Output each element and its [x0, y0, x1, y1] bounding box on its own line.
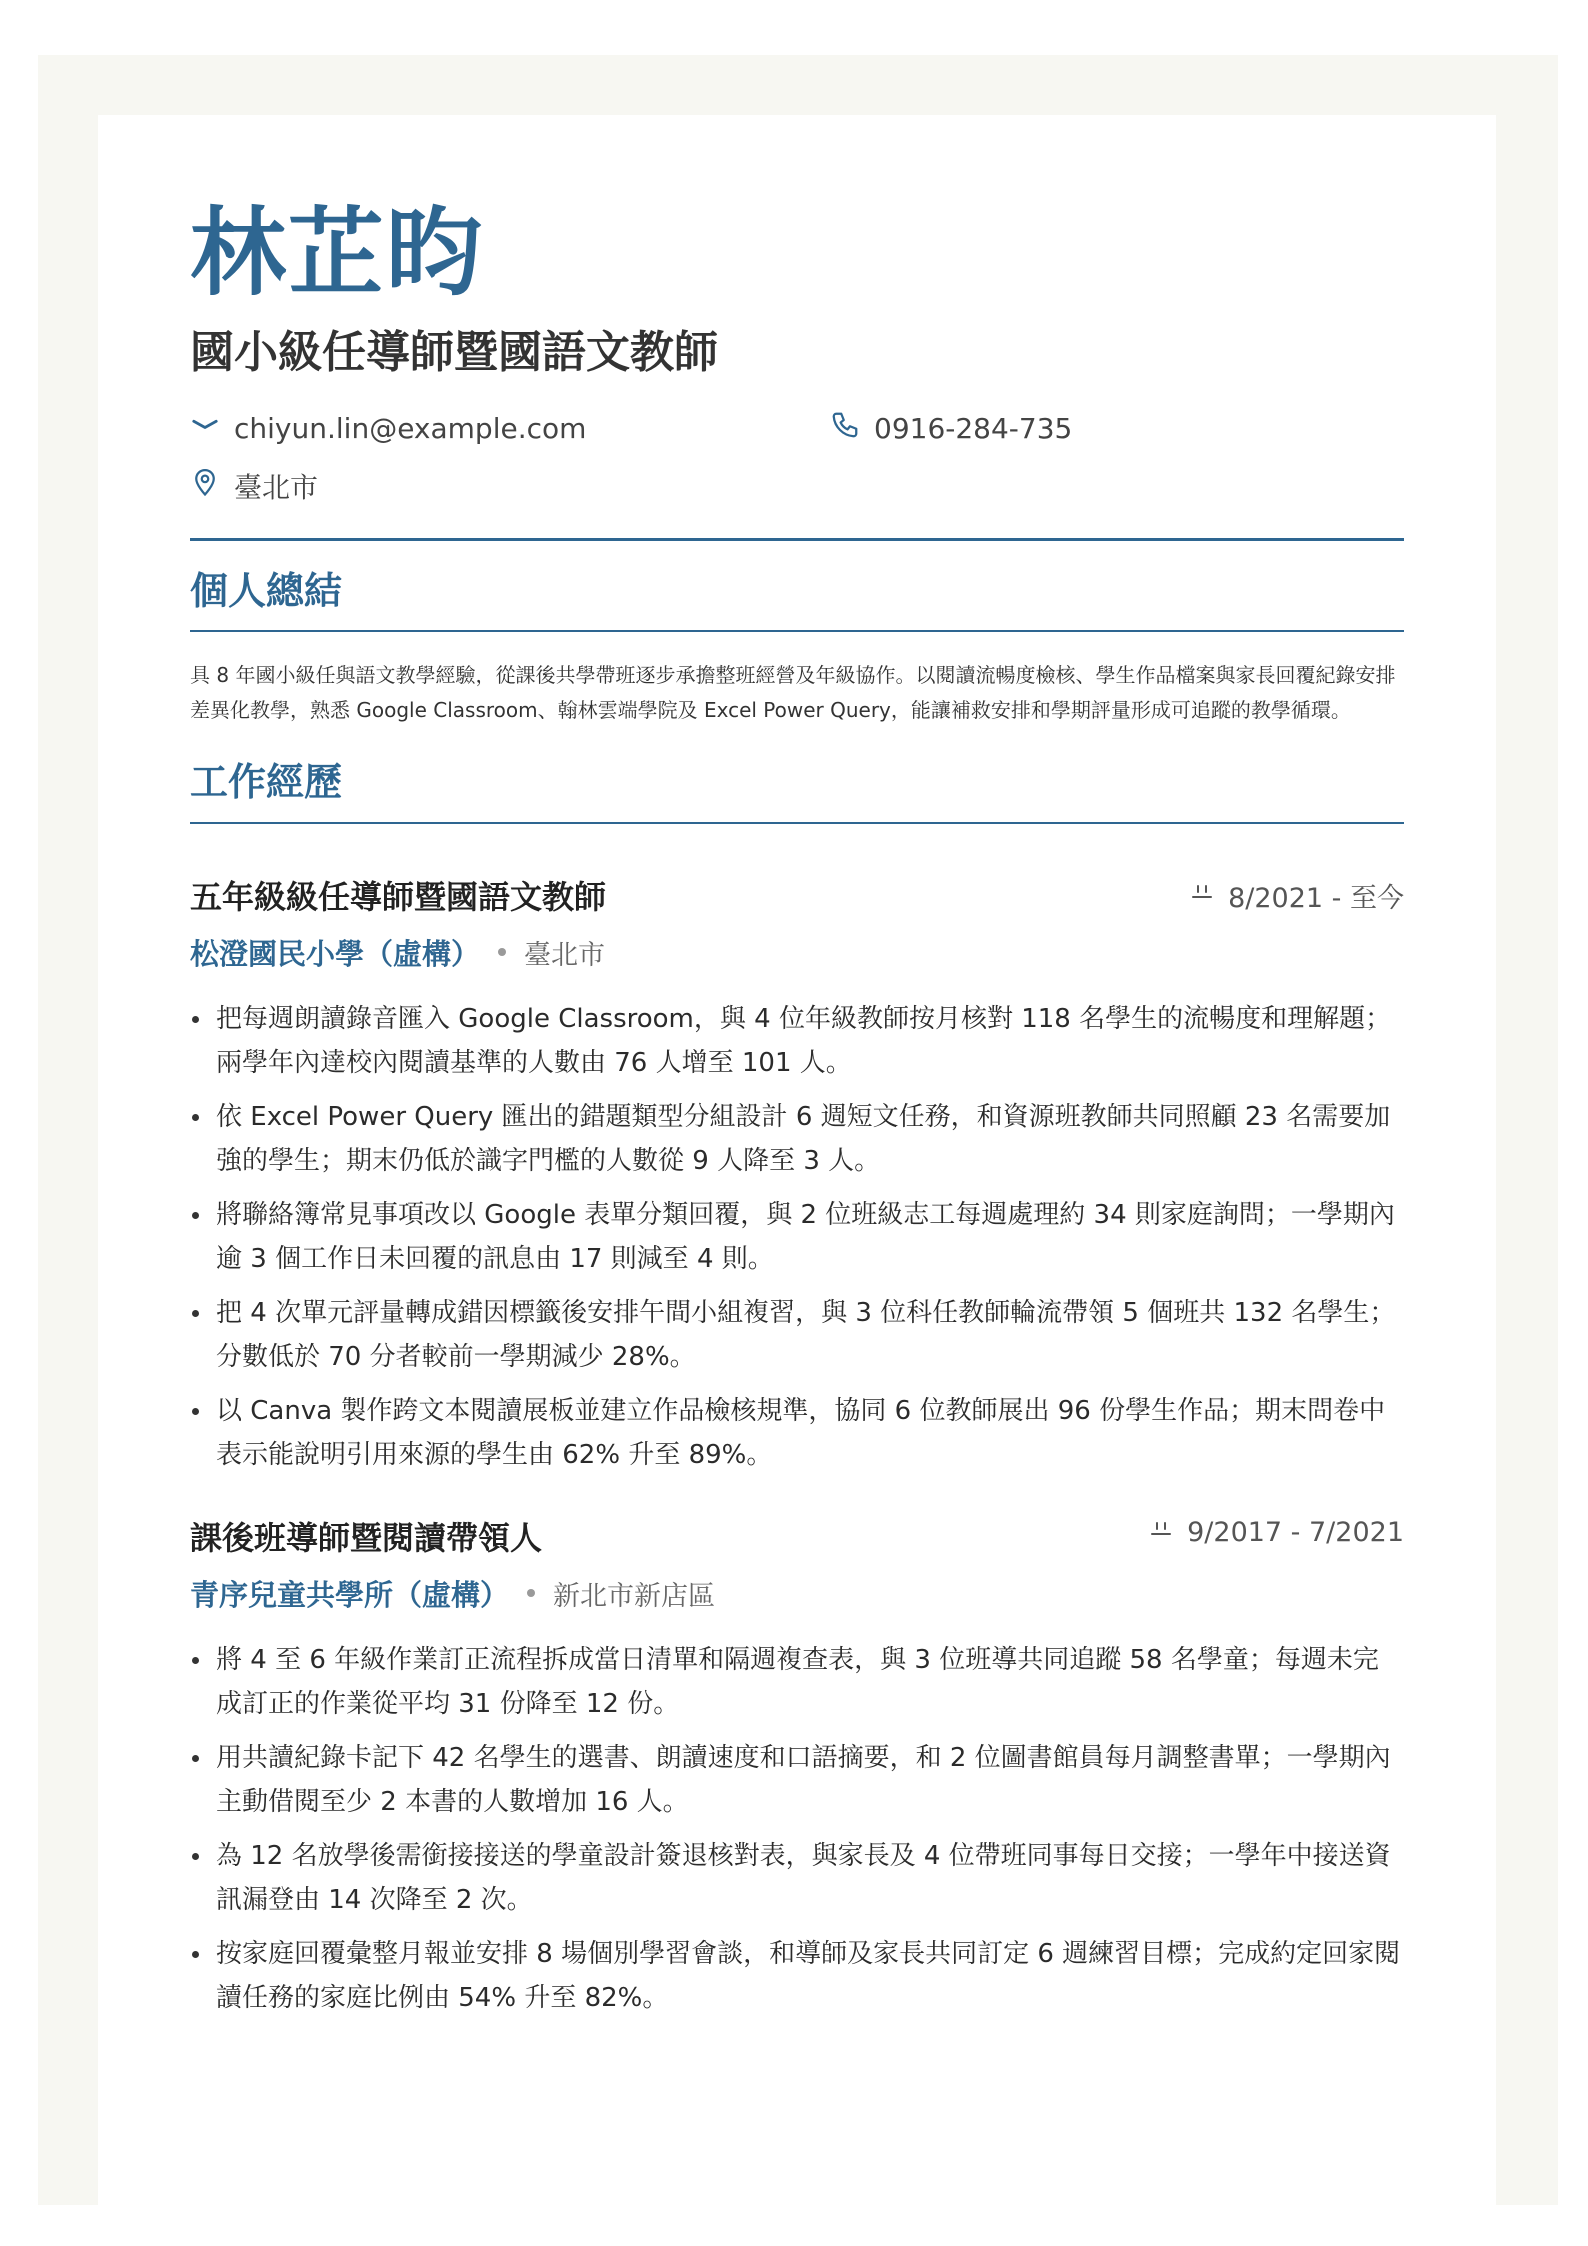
job-title: 五年級級任導師暨國語文教師 — [190, 877, 607, 916]
organization-name: 青序兒童共學所（虛構） — [190, 1577, 510, 1612]
list-item: 把每週朗讀錄音匯入 Google Classroom，與 4 位年級教師按月核對 118 名學生的流暢度和理解題；兩學年內達校內閱讀基準的人數由 76 人增至 101 人。 — [190, 997, 1404, 1085]
organization-location: 新北市新店區 — [553, 1580, 716, 1612]
job-organization — [190, 1573, 1404, 1614]
candidate-name: 林芷昀 — [190, 197, 484, 309]
resume-content — [190, 197, 1404, 2030]
organization-name: 松澄國民小學（虛構） — [190, 936, 481, 971]
job-header — [190, 872, 1404, 922]
job-header — [190, 1513, 1404, 1563]
contact-phone[interactable] — [830, 410, 1072, 447]
header-divider — [190, 538, 1404, 541]
job-entry — [190, 872, 1404, 1477]
job-entry — [190, 1513, 1404, 2020]
organization-location: 臺北市 — [524, 939, 606, 971]
summary-heading: 個人總結 — [190, 568, 343, 613]
location-text: 臺北市 — [234, 470, 319, 504]
list-item: 將聯絡簿常見事項改以 Google 表單分類回覆，與 2 位班級志工每週處理約 34 則家庭詢問；一學期內逾 3 個工作日未回覆的訊息由 17 則減至 4 則。 — [190, 1193, 1404, 1281]
experience-divider — [190, 822, 1404, 824]
list-item: 為 12 名放學後需銜接接送的學童設計簽退核對表，與家長及 4 位帶班同事每日交接；一學年中接送資訊漏登由 14 次降至 2 次。 — [190, 1834, 1404, 1922]
chevron-down-icon — [190, 410, 220, 447]
contact-info — [190, 410, 1404, 530]
separator-dot — [498, 948, 506, 956]
separator-dot — [527, 1589, 535, 1597]
calendar-icon — [1149, 1517, 1173, 1548]
resume-page — [98, 115, 1496, 2245]
list-item: 用共讀紀錄卡記下 42 名學生的選書、朗讀速度和口語摘要，和 2 位圖書館員每月調整書單；一學期內主動借閱至少 2 本書的人數增加 16 人。 — [190, 1736, 1404, 1824]
contact-email[interactable] — [190, 410, 586, 447]
job-bullets — [190, 1638, 1404, 2020]
list-item: 將 4 至 6 年級作業訂正流程拆成當日清單和隔週複查表，與 3 位班導共同追蹤 58 名學童；每週未完成訂正的作業從平均 31 份降至 12 份。 — [190, 1638, 1404, 1726]
phone-icon — [830, 410, 860, 447]
summary-text: 具 8 年國小級任與語文教學經驗，從課後共學帶班逐步承擔整班經營及年級協作。以閱讀流暢度檢核、學生作品檔案與家長回覆紀錄安排差異化教學，熟悉 Google Classroom、翰林雲端學院及 Excel Power Query，能讓補救安排和學期評量形成可追蹤的教學循環。 — [190, 663, 1396, 723]
job-date-text: 8/2021 - 至今 — [1228, 882, 1404, 914]
list-item: 把 4 次單元評量轉成錯因標籤後安排午間小組複習，與 3 位科任教師輪流帶領 5 個班共 132 名學生；分數低於 70 分者較前一學期減少 28%。 — [190, 1291, 1404, 1379]
list-item: 以 Canva 製作跨文本閱讀展板並建立作品檢核規準，協同 6 位教師展出 96 份學生作品；期末問卷中表示能說明引用來源的學生由 62% 升至 89%。 — [190, 1389, 1404, 1477]
job-date — [1190, 876, 1404, 915]
email-text: chiyun.lin@example.com — [234, 411, 587, 445]
location-pin-icon — [190, 467, 220, 504]
job-organization — [190, 932, 1404, 973]
list-item: 依 Excel Power Query 匯出的錯題類型分組設計 6 週短文任務，和資源班教師共同照顧 23 名需要加強的學生；期末仍低於識字門檻的人數從 9 人降至 3 人。 — [190, 1095, 1404, 1183]
contact-location — [190, 466, 318, 506]
list-item: 按家庭回覆彙整月報並安排 8 場個別學習會談，和導師及家長共同訂定 6 週練習目標；完成約定回家閱讀任務的家庭比例由 54% 升至 82%。 — [190, 1932, 1404, 2020]
experience-heading: 工作經歷 — [190, 760, 343, 805]
calendar-icon — [1190, 880, 1214, 911]
job-date-text: 9/2017 - 7/2021 — [1187, 1516, 1404, 1548]
job-title: 課後班導師暨閱讀帶領人 — [190, 1518, 543, 1557]
summary-divider — [190, 630, 1404, 632]
job-bullets — [190, 997, 1404, 1477]
phone-text: 0916-284-735 — [874, 411, 1073, 445]
candidate-title: 國小級任導師暨國語文教師 — [190, 327, 718, 378]
job-date — [1149, 1517, 1404, 1548]
